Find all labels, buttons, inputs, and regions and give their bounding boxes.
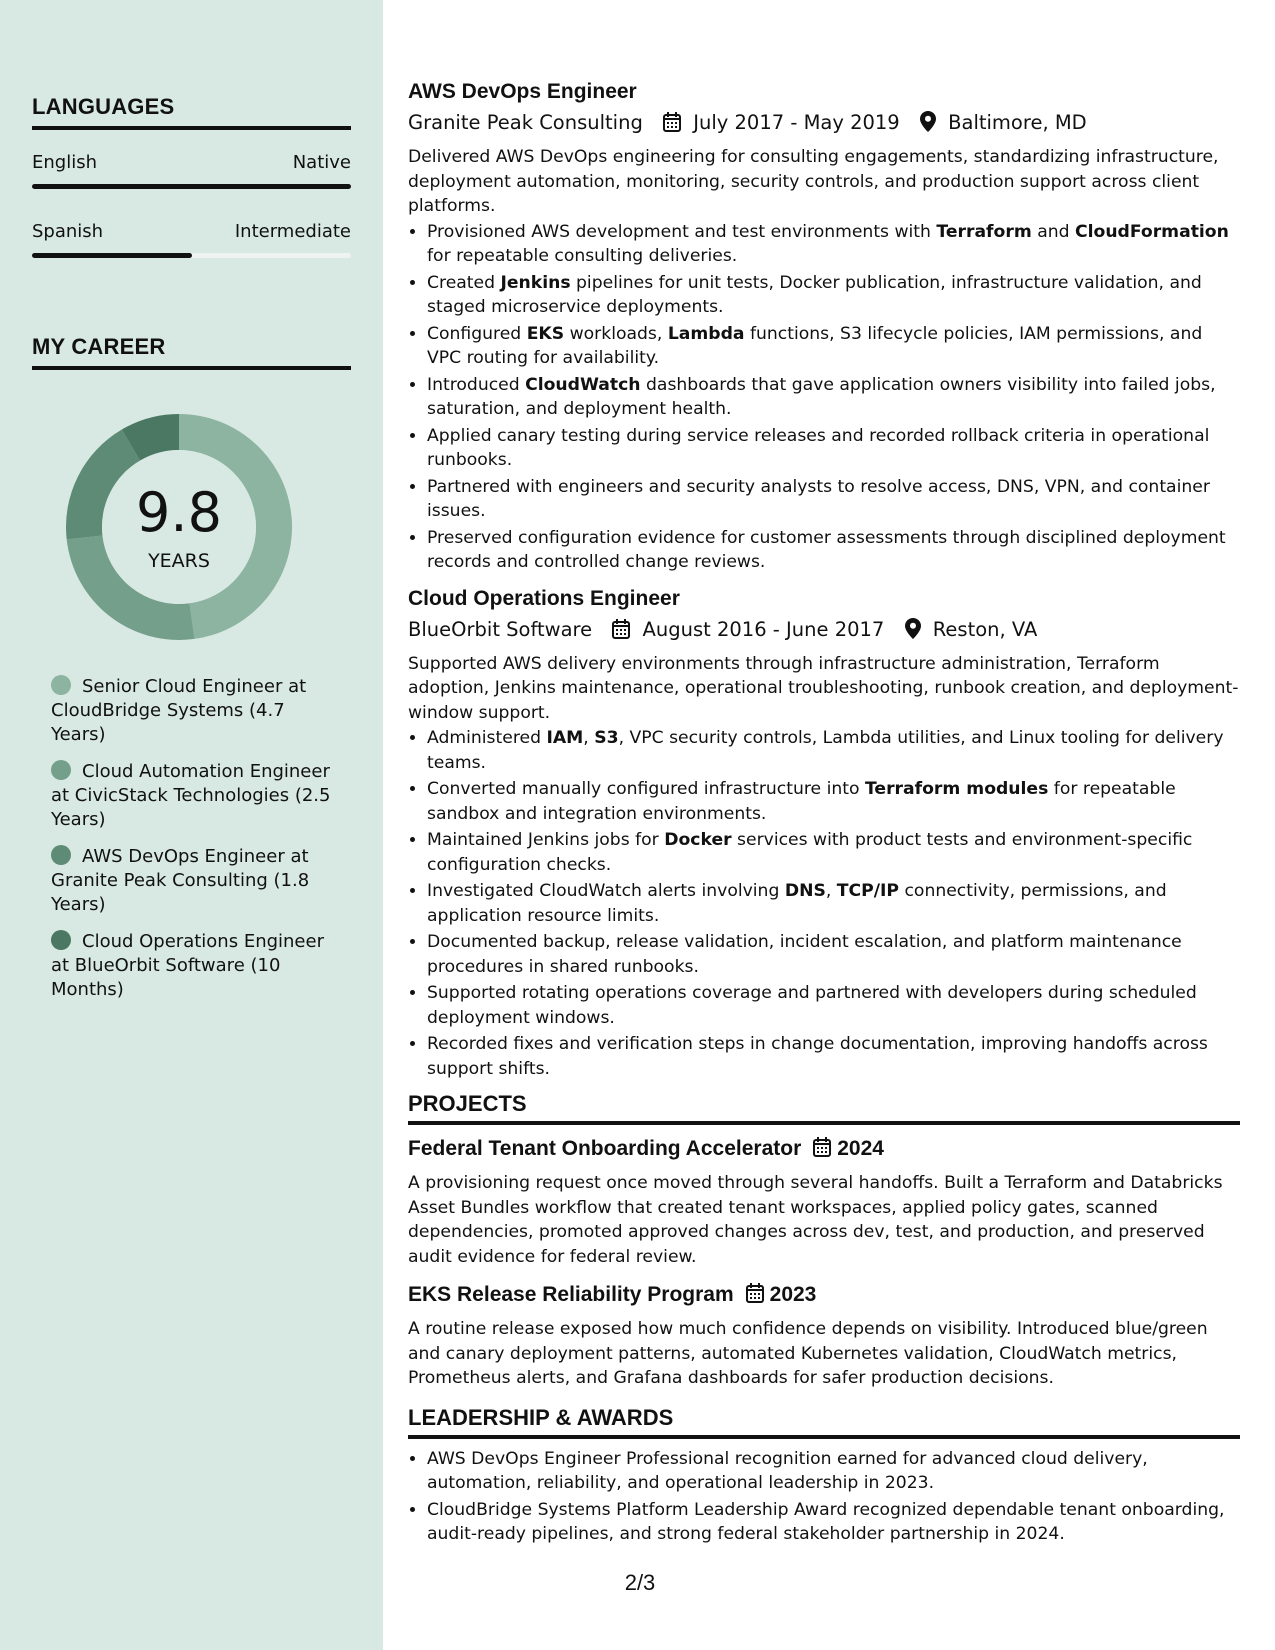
awards-list (408, 1447, 1240, 1547)
project-title: EKS Release Reliability Program (408, 1283, 734, 1306)
language-proficiency-fill (32, 253, 192, 258)
bullet-text: connectivity, permissions, and application resource limits. (427, 881, 1167, 926)
bullet-text: Converted manually configured infrastructure into (427, 779, 865, 799)
career-legend-text: Cloud Automation Engineer at CivicStack Technologies (2.5 Years) (51, 761, 331, 830)
bullet-text: , (583, 728, 595, 748)
career-legend-item (51, 845, 331, 917)
main-content (408, 76, 1240, 1555)
bullet-keyword: CloudWatch (525, 374, 641, 395)
bullet-keyword: S3 (594, 728, 619, 748)
bullet-text: Partnered with engineers and security analysts to resolve access, DNS, VPN, and container issues. (427, 476, 1210, 521)
bullet-text: Investigated CloudWatch alerts involving (427, 881, 785, 901)
career-heading: MY CAREER (32, 334, 166, 359)
job-dates: July 2017 - May 2019 (693, 111, 900, 134)
job-bullet (427, 373, 1240, 422)
bullet-text: Preserved configuration evidence for customer assessments through disciplined deployment records and controlled change reviews. (427, 527, 1226, 572)
awards-heading-rule (408, 1435, 1240, 1439)
bullet-keyword: Terraform (936, 221, 1032, 242)
bullet-text: Configured (427, 323, 527, 344)
career-total-years: 9.8 (136, 481, 222, 544)
career-legend-item (51, 760, 331, 832)
job-bullet (427, 526, 1240, 575)
legend-dot-icon (51, 760, 71, 780)
job-bullet (427, 828, 1240, 877)
bullet-text: Recorded fixes and verification steps in change documentation, improving handoffs across support shifts. (427, 1034, 1208, 1079)
career-legend-text: Cloud Operations Engineer at BlueOrbit Software (10 Months) (51, 931, 324, 1000)
career-legend-text: AWS DevOps Engineer at Granite Peak Consulting (1.8 Years) (51, 846, 310, 915)
award-item: • CloudBridge Systems Platform Leadership Award recognized dependable tenant onboarding, audit-ready pipelines, and strong federal stakeholder partnership in 2024. (427, 1498, 1240, 1547)
language-name: English (32, 152, 97, 173)
job-title: Cloud Operations Engineer (408, 586, 680, 610)
bullet-text: Supported rotating operations coverage and partnered with developers during scheduled deployment windows. (427, 983, 1197, 1028)
career-legend-item (51, 930, 331, 1002)
language-name: Spanish (32, 221, 104, 242)
awards-heading: LEADERSHIP & AWARDS (408, 1404, 674, 1430)
bullet-text: Administered (427, 728, 547, 748)
job-title: AWS DevOps Engineer (408, 80, 637, 103)
map-pin-icon (920, 111, 936, 141)
bullet-keyword: Lambda (667, 323, 745, 344)
job-bullets (408, 726, 1240, 1081)
language-proficiency-bar (32, 253, 351, 258)
job-location: Reston, VA (932, 617, 1038, 641)
job-bullet (427, 726, 1240, 775)
job-bullet (427, 424, 1240, 473)
bullet-keyword: EKS (526, 323, 565, 344)
project-year: 2023 (769, 1283, 817, 1306)
career-legend-text: Senior Cloud Engineer at CloudBridge Systems (4.7 Years) (51, 676, 307, 745)
job-bullet (427, 271, 1240, 320)
bullet-text: services with product tests and environment-specific configuration checks. (427, 830, 1193, 875)
calendar-icon (813, 1135, 831, 1167)
job-bullet (427, 1032, 1240, 1081)
language-proficiency-fill (32, 184, 351, 189)
projects-heading-rule (408, 1121, 1240, 1125)
bullet-text: and (1031, 221, 1075, 242)
bullet-text: pipelines for unit tests, Docker publication, infrastructure validation, and staged microservice deployments. (427, 272, 1202, 317)
page-number: 2/3 (624, 1570, 656, 1595)
bullet-text: Created (427, 272, 501, 293)
sidebar (0, 0, 383, 1650)
bullet-text: for repeatable consulting deliveries. (427, 246, 738, 266)
bullet-text: workloads, (564, 323, 668, 344)
job-summary: Delivered AWS DevOps engineering for consulting engagements, standardizing infrastructure, deployment automation, monitoring, security controls, and production support across client platforms. (408, 147, 1219, 216)
job-bullet (427, 879, 1240, 928)
project-description: A routine release exposed how much confidence depends on visibility. Introduced blue/green and canary deployment patterns, automated Kubernetes validation, CloudWatch metrics, Prometheus alerts, and Grafana dashboards for safer production decisions. (408, 1319, 1208, 1388)
job-bullet (427, 930, 1240, 979)
bullet-text: dashboards that gave application owners visibility into failed jobs, saturation, and deployment health. (427, 374, 1216, 419)
project-title-row (408, 1279, 1240, 1313)
job-bullet (427, 981, 1240, 1030)
job-bullet (427, 777, 1240, 826)
project-year: 2024 (837, 1137, 884, 1160)
legend-dot-icon (51, 845, 71, 865)
bullet-keyword: Terraform modules (864, 779, 1049, 799)
career-total-unit: YEARS (148, 550, 210, 572)
calendar-icon (746, 1281, 764, 1313)
language-level: Native (292, 152, 351, 173)
bullet-text: Introduced (427, 374, 526, 395)
career-heading-rule (32, 366, 351, 370)
map-pin-icon (905, 618, 921, 648)
language-row (32, 221, 351, 242)
project-description: A provisioning request once moved through several handoffs. Built a Terraform and Databricks Asset Bundles workflow that created tenant workspaces, applied policy gates, scanned dependencies, promoted approved changes across dev, test, and production, and preserved audit evidence for federal review. (408, 1173, 1223, 1267)
languages-heading: LANGUAGES (32, 94, 175, 119)
job-company: Granite Peak Consulting (408, 111, 643, 134)
legend-dot-icon (51, 675, 71, 695)
job-bullet (427, 220, 1240, 269)
bullet-text: for repeatable sandbox and integration environments. (427, 779, 1176, 824)
calendar-icon (663, 111, 681, 141)
project-title: Federal Tenant Onboarding Accelerator (408, 1137, 802, 1160)
job-meta (408, 615, 1240, 648)
award-item: • AWS DevOps Engineer Professional recognition earned for advanced cloud delivery, automation, reliability, and operational leadership in 2023. (427, 1447, 1240, 1496)
languages-heading-rule (32, 126, 351, 130)
job-location: Baltimore, MD (948, 111, 1087, 134)
job-summary: Supported AWS delivery environments through infrastructure administration, Terraform adoption, Jenkins maintenance, operational troubleshooting, runbook creation, and deployment-window support. (408, 653, 1239, 723)
bullet-text: functions, S3 lifecycle policies, IAM permissions, and VPC routing for availability. (427, 323, 1203, 368)
bullet-keyword: CloudFormation (1075, 221, 1229, 242)
project-title-row (408, 1133, 1240, 1167)
job-entry (408, 76, 1240, 575)
job-bullet (427, 475, 1240, 524)
career-legend (51, 675, 331, 1015)
bullet-keyword: TCP/IP (836, 881, 900, 901)
job-entry (408, 583, 1240, 1082)
bullet-text: , (825, 881, 837, 901)
bullet-keyword: DNS (784, 881, 826, 901)
bullet-text: Maintained Jenkins jobs for (427, 830, 665, 850)
language-proficiency-bar (32, 184, 351, 189)
bullet-keyword: IAM (546, 728, 584, 748)
bullet-text: Provisioned AWS development and test environments with (427, 221, 937, 242)
job-company: BlueOrbit Software (408, 617, 593, 641)
calendar-icon (612, 618, 630, 648)
projects-heading: PROJECTS (408, 1091, 527, 1116)
bullet-keyword: Docker (664, 830, 732, 850)
job-bullets (408, 220, 1240, 575)
bullet-text: Documented backup, release validation, incident escalation, and platform maintenance procedures in shared runbooks. (427, 932, 1182, 977)
project-entry (408, 1279, 1240, 1391)
job-dates: August 2016 - June 2017 (642, 617, 885, 641)
language-level: Intermediate (234, 221, 351, 242)
bullet-text: , VPC security controls, Lambda utilities, and Linux tooling for delivery teams. (427, 728, 1224, 773)
language-row (32, 152, 351, 173)
job-meta (408, 108, 1240, 141)
career-legend-item (51, 675, 331, 747)
project-entry (408, 1133, 1240, 1269)
job-bullet (427, 322, 1240, 371)
bullet-text: Applied canary testing during service releases and recorded rollback criteria in operational runbooks. (427, 425, 1210, 470)
legend-dot-icon (51, 930, 71, 950)
bullet-keyword: Jenkins (500, 272, 571, 293)
